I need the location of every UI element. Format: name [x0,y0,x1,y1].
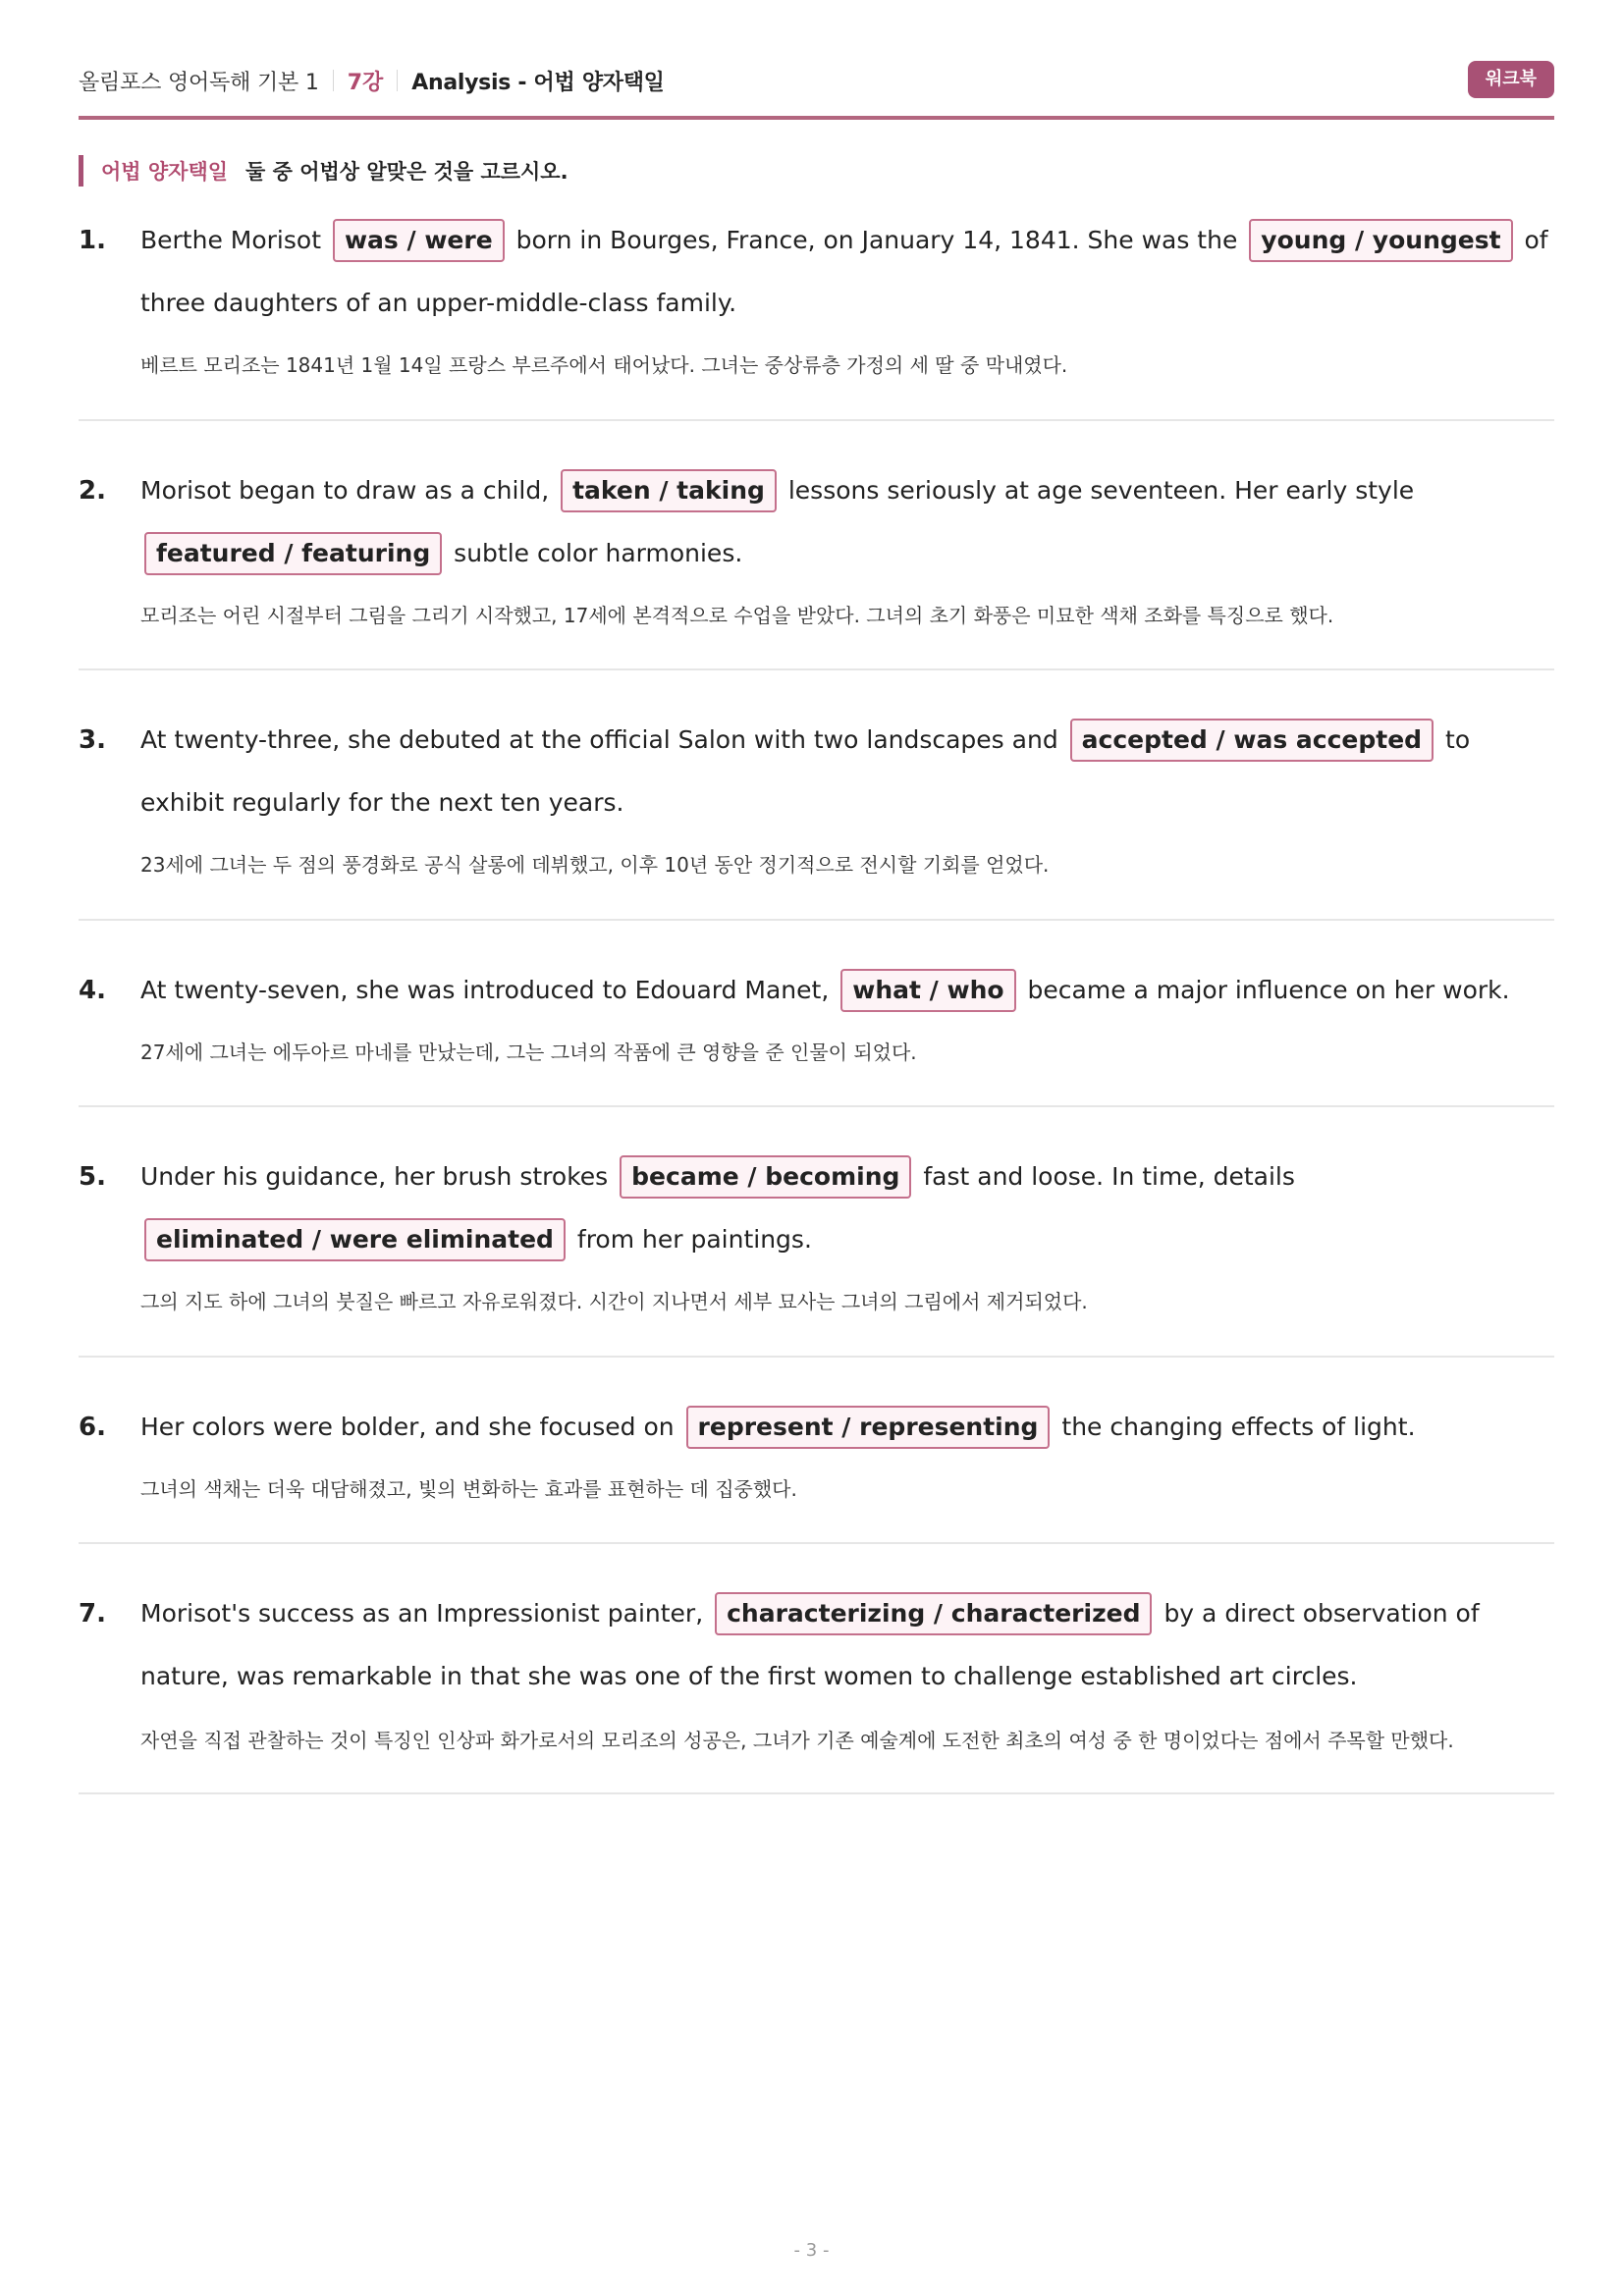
question-text-segment: lessons seriously at age seventeen. Her early style [787,476,1415,505]
workbook-badge: 워크북 [1468,61,1554,98]
korean-translation: 그녀의 색채는 더욱 대담해졌고, 빛의 변화하는 효과를 표현하는 데 집중했다. [140,1477,797,1501]
question-text-segment: to exhibit regularly for the next ten years. [140,725,1471,817]
korean-translation: 모리조는 어린 시절부터 그림을 그리기 시작했고, 17세에 본격적으로 수업을 받았다. 그녀의 초기 화풍은 미묘한 색채 조화를 특징으로 했다. [140,604,1334,627]
question-text [140,459,1554,585]
lesson-number: 7강 [347,70,384,95]
korean-translation: 27세에 그녀는 에두아르 마네를 만났는데, 그는 그녀의 작품에 큰 영향을 준 인물이 되었다. [140,1041,917,1064]
instruction-label: 어법 양자택일 [101,160,229,184]
answer-choice-box[interactable]: young / youngest [1249,219,1512,262]
question-divider [79,1356,1554,1358]
question-number: 3. [79,725,106,755]
korean-translation: 베르트 모리조는 1841년 1월 14일 프랑스 부르주에서 태어났다. 그녀는 중상류층 가정의 세 딸 중 막내였다. [140,353,1068,377]
question-text [140,1146,1554,1271]
header-divider [397,70,398,91]
answer-choice-box[interactable]: became / becoming [620,1155,911,1199]
question-text-segment: Her colors were bolder, and she focused on [140,1413,675,1441]
book-title: 올림포스 영어독해 기본 1 [79,70,319,95]
answer-choice-box[interactable]: represent / representing [686,1406,1051,1449]
question-text [140,709,1554,834]
question-text-segment: Morisot's success as an Impressionist painter, [140,1599,704,1628]
question-divider [79,419,1554,421]
answer-choice-box[interactable]: featured / featuring [144,532,442,575]
question-text-segment: became a major influence on her work. [1027,976,1510,1004]
question-divider [79,1105,1554,1107]
question-text-segment: Under his guidance, her brush strokes [140,1162,609,1191]
question-divider [79,1792,1554,1794]
question-text-segment: from her paintings. [576,1225,812,1254]
instruction [79,155,568,187]
question-number: 6. [79,1413,106,1442]
korean-translation: 23세에 그녀는 두 점의 풍경화로 공식 살롱에 데뷔했고, 이후 10년 동안 정기적으로 전시할 기회를 얻었다. [140,853,1050,877]
question-number: 2. [79,476,106,506]
question-number: 5. [79,1162,106,1192]
question-text-segment: of three daughters of an upper-middle-class family. [140,226,1548,317]
question-text-segment: Morisot began to draw as a child, [140,476,550,505]
header-divider [333,70,334,91]
question-number: 7. [79,1599,106,1629]
question-text-segment: born in Bourges, France, on January 14, 1841. She was the [515,226,1238,254]
question-text-segment: the changing effects of light. [1061,1413,1416,1441]
question-divider [79,668,1554,670]
korean-translation: 그의 지도 하에 그녀의 붓질은 빠르고 자유로워졌다. 시간이 지나면서 세부 묘사는 그녀의 그림에서 제거되었다. [140,1290,1088,1313]
answer-choice-box[interactable]: characterizing / characterized [715,1592,1152,1635]
instruction-text: 둘 중 어법상 알맞은 것을 고르시오. [245,160,568,184]
question-text [140,209,1554,335]
question-number: 4. [79,976,106,1005]
question-text-segment: Berthe Morisot [140,226,321,254]
answer-choice-box[interactable]: was / were [333,219,505,262]
question-text [140,1582,1554,1708]
instruction-accent-bar [79,155,83,187]
page-header [79,59,1554,102]
question-text-segment: subtle color harmonies. [454,539,743,567]
header-rule [79,116,1554,120]
question-text-segment: fast and loose. In time, details [923,1162,1295,1191]
question-text-segment: At twenty-seven, she was introduced to Edouard Manet, [140,976,830,1004]
question-text [140,959,1554,1022]
page-number: - 3 - [793,2240,830,2261]
question-divider [79,1542,1554,1544]
question-divider [79,919,1554,921]
answer-choice-box[interactable]: taken / taking [561,469,777,512]
answer-choice-box[interactable]: what / who [840,969,1015,1012]
section-title: Analysis - 어법 양자택일 [411,70,665,95]
answer-choice-box[interactable]: eliminated / were eliminated [144,1218,566,1261]
answer-choice-box[interactable]: accepted / was accepted [1070,719,1434,762]
question-number: 1. [79,226,106,255]
question-text-segment: At twenty-three, she debuted at the official Salon with two landscapes and [140,725,1058,754]
question-text [140,1396,1554,1459]
korean-translation: 자연을 직접 관찰하는 것이 특징인 인상파 화가로서의 모리조의 성공은, 그녀가 기존 예술계에 도전한 최초의 여성 중 한 명이었다는 점에서 주목할 만했다. [140,1729,1454,1752]
question-text-segment: by a direct observation of nature, was remarkable in that she was one of the first women to challenge established art circles. [140,1599,1480,1690]
